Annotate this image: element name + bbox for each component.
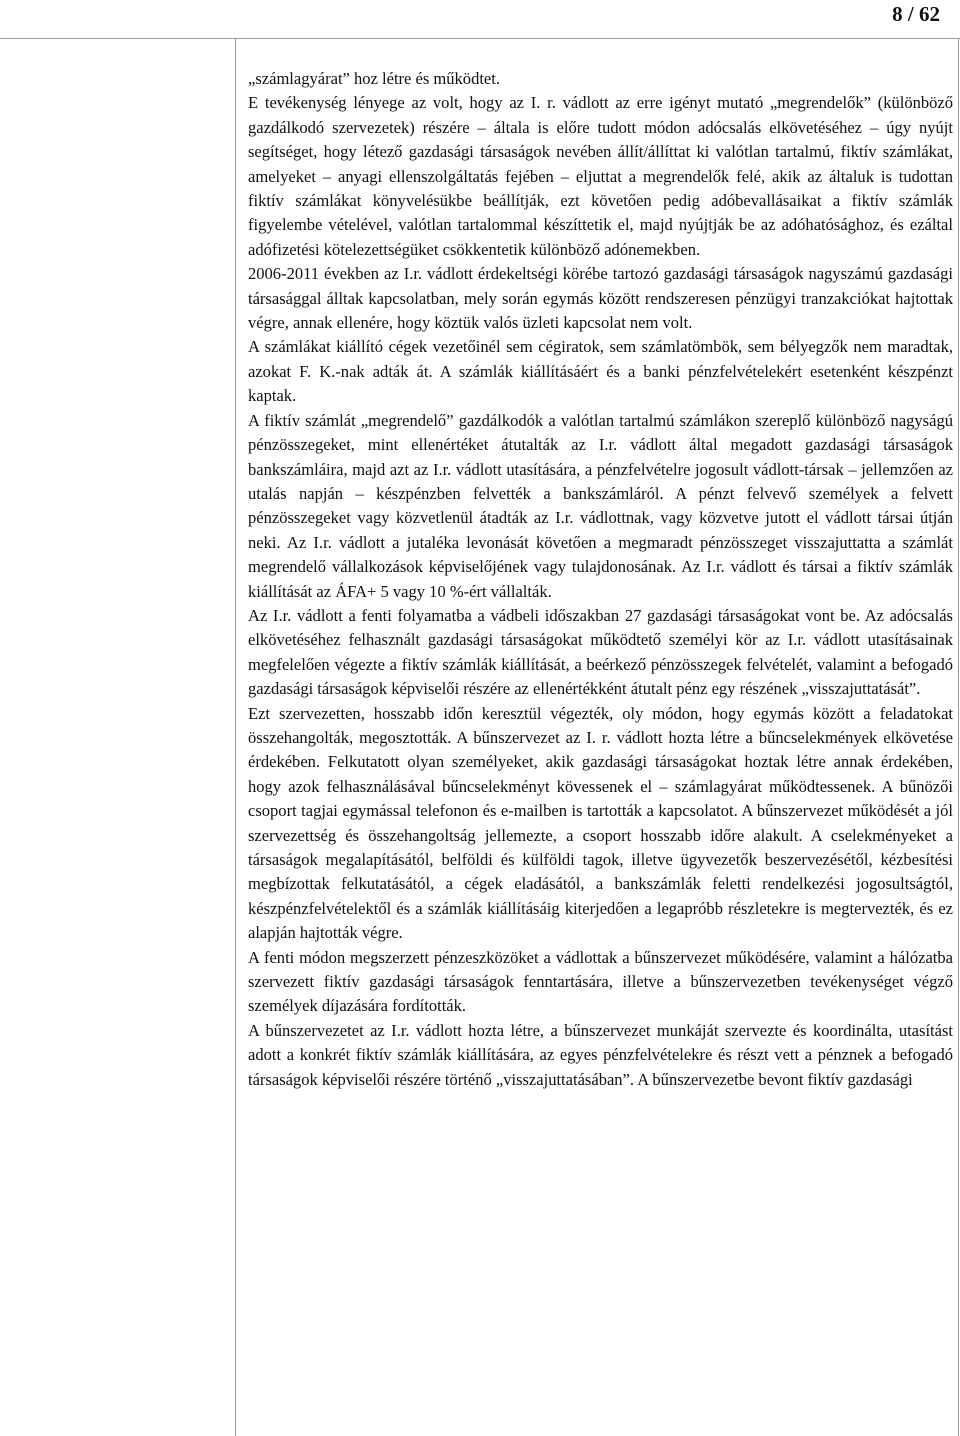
document-body bbox=[248, 67, 953, 1092]
paragraph-3: 2006-2011 években az I.r. vádlott érdekeltségi körébe tartozó gazdasági társaságok nagyszámú gazdasági társasággal álltak kapcsolatban, mely során egymás között rendszeresen pénzügyi tranzakciókat hajtottak végre, annak ellenére, hogy köztük valós üzleti kapcsolat nem volt. bbox=[248, 264, 953, 333]
paragraph-4: A számlákat kiállító cégek vezetőinél sem cégiratok, sem számlatömbök, sem bélyegzők nem maradtak, azokat F. K.-nak adták át. A számlák kiállításáért és a banki pénzfelvételekért esetenként készpénzt kaptak. bbox=[248, 337, 953, 406]
paragraph-6: Az I.r. vádlott a fenti folyamatba a vádbeli időszakban 27 gazdasági társaságokat vont be. Az adócsalás elkövetéséhez felhasznált gazdasági társaságokat működtető személyi kör az I.r. vádlott utasításainak megfelelően végezte a fiktív számlák kiállítását, a beérkező pénzösszegek felvételét, valamint a befogadó gazdasági társaságok képviselői részére az ellenértékként átutalt pénz egy részének „visszajuttatását”. bbox=[248, 605, 953, 699]
paragraph-5: A fiktív számlát „megrendelő” gazdálkodók a valótlan tartalmú számlákon szereplő különböző nagyságú pénzösszegeket, mint ellenértéket átutalták az I.r. vádlott által megadott gazdasági társaságok bankszámláira, majd azt az I.r. vádlott utasítására, a pénzfelvételre jogosult vádlott-társak – jellemzően az utalás napján – készpénzben felvették a bankszámláról. A pénzt felvevő személyek a felvett pénzösszegeket vagy közvetlenül átadták az I.r. vádlottnak, vagy közvetve jutott el vádlott társai útján neki. Az I.r. vádlott a jutaléka levonását követően a megmaradt pénzösszeget visszajuttatta a számlát megrendelő vállalkozások képviselőjének vagy tulajdonosának. Az I.r. vádlott és társai a fiktív számlák kiállítását az ÁFA+ 5 vagy 10 %-ért vállalták. bbox=[248, 410, 953, 601]
paragraph-7: Ezt szervezetten, hosszabb időn keresztül végezték, oly módon, hogy egymás között a feladatokat összehangolták, megosztották. A bűnszervezet az I. r. vádlott hozta létre a bűncselekmények elkövetése érdekében. Felkutatott olyan személyeket, akik gazdasági társaságokat hoztak létre annak érdekében, hogy azok felhasználásával bűncselekményt kövessenek el – számlagyárat működtessenek. A bűnözői csoport tagjai egymással telefonon és e-mailben is tartották a kapcsolatot. A bűnszervezet működését a jól szervezettség és összehangoltság jellemezte, a csoport hosszabb időre alakult. A cselekményeket a társaságok megalapításától, belföldi és külföldi tagok, illetve ügyvezetők beszervezésétől, kézbesítési megbízottak felkutatásától, a cégek eladásától, a bankszámlák feletti rendelkezési jogosultságtól, készpénzfelvételektől és a számlák kiállításáig kiterjedően a legapróbb részletekre is megtervezték, és ez alapján hajtották végre. bbox=[248, 703, 953, 943]
paragraph-9: A bűnszervezetet az I.r. vádlott hozta létre, a bűnszervezet munkáját szervezte és koordinálta, utasítást adott a konkrét fiktív számlák kiállítására, az egyes pénzfelvételekre és részt vett a pénznek a befogadó társaságok képviselői részére történő „visszajuttatásában”. A bűnszervezetbe bevont fiktív gazdasági bbox=[248, 1020, 953, 1089]
paragraph-2: E tevékenység lényege az volt, hogy az I. r. vádlott az erre igényt mutató „megrendelők” (különböző gazdálkodó szervezetek) részére – általa is előre tudott módon adócsalás elkövetéséhez – úgy nyújt segítséget, hogy létező gazdasági társaságok nevében állít/állíttat ki valótlan tartalmú, fiktív számlákat, amelyeket – anyagi ellenszolgáltatás fejében – eljuttat a megrendelők felé, akik az általuk is tudottan fiktív számlákat könyvelésükbe beállítják, ezt követően pedig adóbevallásaikat a fiktív számlák figyelembe vételével, valótlan tartalommal készíttetik el, majd nyújtják be az adóhatósághoz, és ezáltal adófizetési kötelezettségüket csökkentetik különböző adónemekben. bbox=[248, 93, 953, 259]
paragraph-1: „számlagyárat” hoz létre és működtet. bbox=[248, 69, 500, 88]
table-right-border bbox=[958, 38, 959, 1436]
page-number: 8 / 62 bbox=[892, 2, 940, 26]
empty-left-cell bbox=[0, 39, 235, 1436]
paragraph-8: A fenti módon megszerzett pénzeszközöket a vádlottak a bűnszervezet működésére, valamint a hálózatba szervezett fiktív gazdasági társaságok fenntartására, illetve a bűnszervezetben tevékenységet végző személyek díjazására fordították. bbox=[248, 947, 953, 1016]
column-divider bbox=[235, 38, 236, 1436]
